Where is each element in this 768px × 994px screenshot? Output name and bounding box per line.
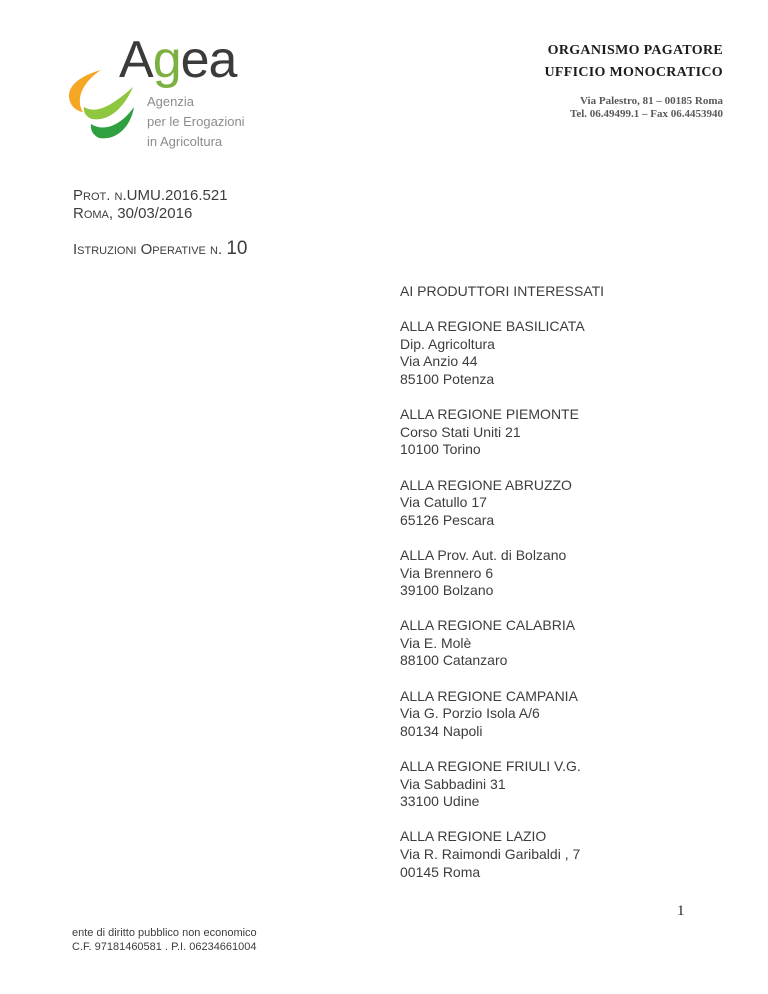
recipient-line: 39100 Bolzano <box>400 582 494 599</box>
recipient-line: ALLA REGIONE ABRUZZO <box>400 476 572 493</box>
recipient-line: 33100 Udine <box>400 793 480 810</box>
logo-swoosh-light-green <box>84 87 133 119</box>
recipient-line: Via Sabbadini 31 <box>400 775 506 792</box>
brand-letter-a: A <box>119 31 153 89</box>
recipient-line: Via Brennero 6 <box>400 564 494 581</box>
protocol-number-line: Prot. n.UMU.2016.521 <box>73 187 228 204</box>
recipient-line: ALLA REGIONE CAMPANIA <box>400 687 578 704</box>
recipient-line: 00145 Roma <box>400 863 481 880</box>
recipient-line: Via Anzio 44 <box>400 353 478 370</box>
recipient-line: 10100 Torino <box>400 441 481 458</box>
instructions-label: Istruzioni Operative n. <box>73 241 227 258</box>
recipient-line: Dip. Agricoltura <box>400 335 495 352</box>
tagline-line: per le Erogazioni <box>147 114 245 129</box>
recipients-list <box>400 283 604 899</box>
recipient-line: ALLA REGIONE PIEMONTE <box>400 406 579 423</box>
recipient-line: 65126 Pescara <box>400 511 495 528</box>
header-contact-line: Tel. 06.49499.1 – Fax 06.4453940 <box>570 108 723 120</box>
recipient-line: 88100 Catanzaro <box>400 652 508 669</box>
recipient-block <box>400 283 604 301</box>
recipient-block <box>400 758 604 811</box>
brand-wordmark <box>119 33 236 87</box>
footer-entity-line: ente di diritto pubblico non economico <box>72 927 257 939</box>
recipient-line: 85100 Potenza <box>400 370 495 387</box>
recipient-line: Via G. Porzio Isola A/6 <box>400 705 540 722</box>
recipient-line: ALLA REGIONE LAZIO <box>400 828 547 845</box>
recipient-line: AI PRODUTTORI INTERESSATI <box>400 283 605 299</box>
brand-letter-g: g <box>152 31 181 89</box>
recipient-block <box>400 318 604 388</box>
recipient-line: 80134 Napoli <box>400 722 483 739</box>
instructions-number: 10 <box>226 238 248 259</box>
recipient-block <box>400 617 604 670</box>
brand-letters-ea: ea <box>180 31 237 89</box>
logo-swoosh-yellow <box>69 70 101 112</box>
recipient-line: ALLA REGIONE FRIULI V.G. <box>400 758 581 775</box>
recipient-line: ALLA REGIONE BASILICATA <box>400 318 585 335</box>
recipient-block <box>400 547 604 600</box>
protocol-block <box>73 187 247 259</box>
header-right-block <box>545 40 724 121</box>
logo-tagline <box>147 92 245 152</box>
recipient-line: ALLA Prov. Aut. di Bolzano <box>400 546 567 563</box>
footer-fiscal-line: C.F. 97181460581 . P.I. 06234661004 <box>72 941 257 953</box>
recipient-line: Via Catullo 17 <box>400 494 487 511</box>
instructions-line <box>73 240 247 259</box>
tagline-line: in Agricoltura <box>147 134 223 149</box>
recipient-line: Corso Stati Uniti 21 <box>400 423 521 440</box>
org-pagatore-line: ORGANISMO PAGATORE <box>547 43 723 58</box>
protocol-date-line: Roma, 30/03/2016 <box>73 205 193 222</box>
recipient-line: ALLA REGIONE CALABRIA <box>400 617 576 634</box>
ufficio-monocratico-line: UFFICIO MONOCRATICO <box>544 65 723 80</box>
recipient-line: Via R. Raimondi Garibaldi , 7 <box>400 846 581 862</box>
footer-block <box>72 926 257 954</box>
recipient-block <box>400 828 604 881</box>
recipient-line: Via E. Molè <box>400 634 472 651</box>
page-number: 1 <box>677 903 685 919</box>
recipient-block <box>400 688 604 741</box>
header-address-line: Via Palestro, 81 – 00185 Roma <box>580 95 723 107</box>
recipient-block <box>400 477 604 530</box>
recipient-block <box>400 406 604 459</box>
tagline-line: Agenzia <box>147 94 194 109</box>
